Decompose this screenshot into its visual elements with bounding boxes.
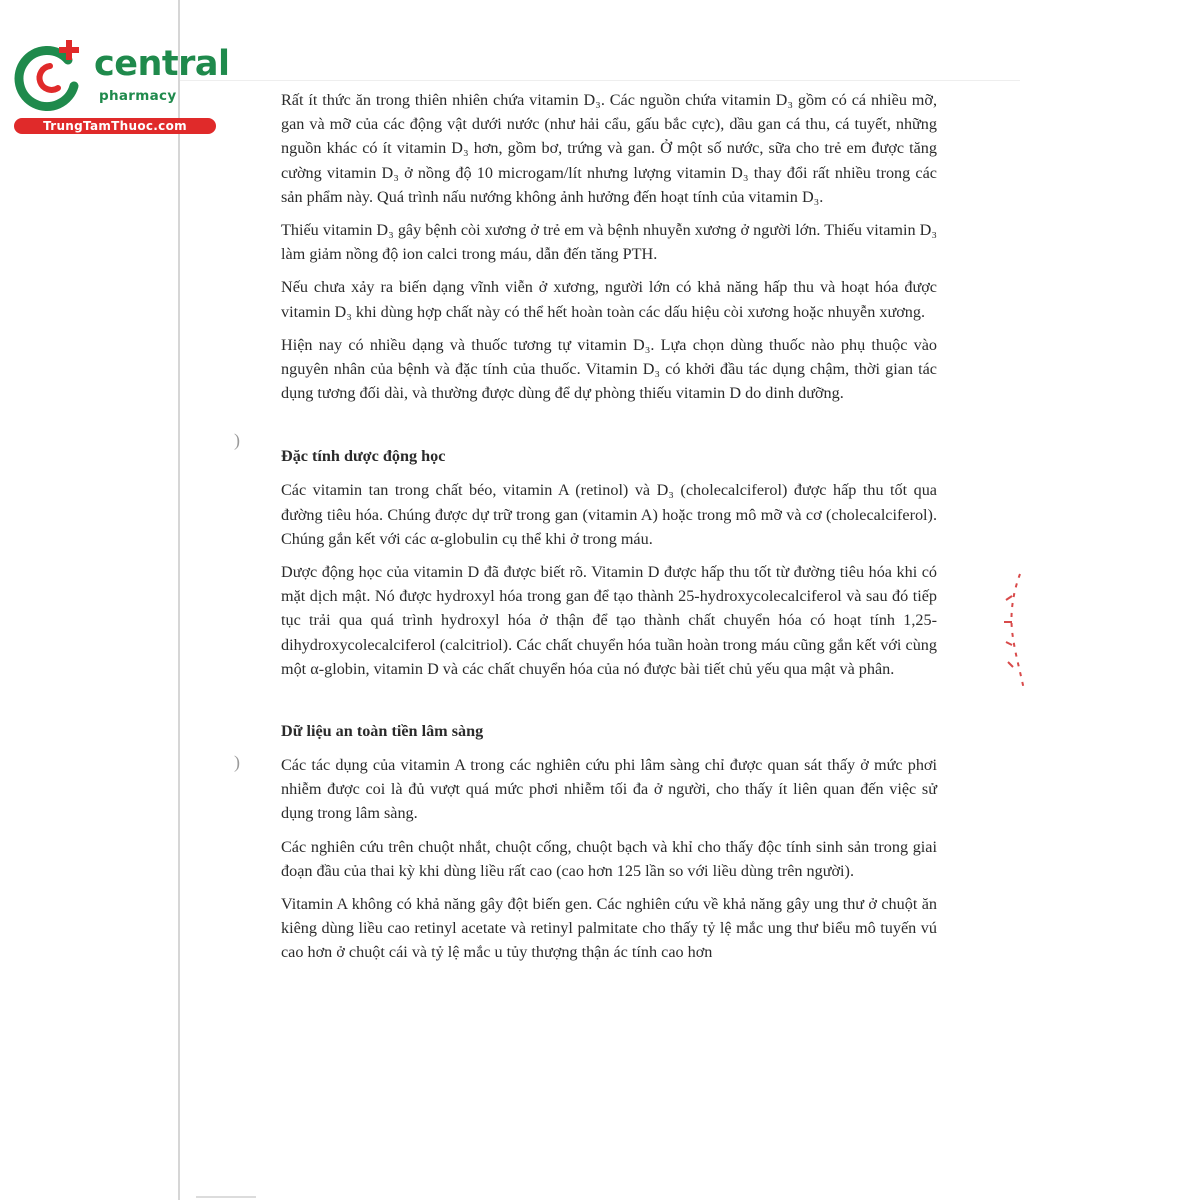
- red-stamp-fragment-icon: [994, 570, 1034, 695]
- punch-hole-mark: ): [234, 752, 240, 772]
- paragraph: Rất ít thức ăn trong thiên nhiên chứa vitamin D₃. Các nguồn chứa vitamin D₃ gồm có cá nhiều mỡ, gan và mỡ của các động vật dưới nước (như hải cẩu, gấu bắc cực), dầu gan cá thu, cá tuyết, những nguồn khác có ít vitamin D₃ hơn, gồm bơ, trứng và gan. Ở một số nước, sữa cho trẻ em được tăng cường vitamin D₃ ở nồng độ 10 microgam/lít nhưng lượng vitamin D₃ thay đổi rất nhiều trong các sản phẩm này. Quá trình nấu nướng không ảnh hưởng đến hoạt tính của vitamin D₃.: [281, 91, 937, 206]
- paragraph: Dược động học của vitamin D đã được biết rõ. Vitamin D được hấp thu tốt từ đường tiêu hóa khi có mặt dịch mật. Nó được hydroxyl hóa trong gan để tạo thành 25-hydroxycolecalciferol và sau đó tiếp tục trải qua quá trình hydroxyl hóa ở thận để tạo thành chất chuyển hóa có hoạt tính 1,25-dihydroxycolecalciferol (calcitriol). Các chất chuyển hóa tuần hoàn trong máu cũng gắn kết với cùng một α-globin, vitamin D và các chất chuyển hóa của nó được bài tiết chủ yếu qua mật và phân.: [281, 563, 937, 678]
- punch-hole-mark: ): [234, 430, 240, 450]
- central-pharmacy-logo-icon: [8, 34, 90, 116]
- logo-url-badge: TrungTamThuoc.com: [14, 118, 216, 134]
- section-heading-preclinical-safety: Dữ liệu an toàn tiền lâm sàng: [281, 722, 484, 741]
- page-top-edge: [180, 80, 1020, 81]
- paragraph: Các tác dụng của vitamin A trong các nghiên cứu phi lâm sàng chỉ được quan sát thấy ở mức phơi nhiễm được coi là đủ vượt quá mức phơi nhiễm tối đa ở người, cho thấy ít liên quan đến việc sử dụng trong lâm sàng.: [281, 756, 937, 823]
- logo: [8, 34, 230, 140]
- page-edge-line: [178, 0, 180, 1200]
- paragraph: Các vitamin tan trong chất béo, vitamin A (retinol) và D₃ (cholecalciferol) được hấp thu tốt qua đường tiêu hóa. Chúng được dự trữ trong gan (vitamin A) hoặc trong mô mỡ và cơ (cholecalciferol). Chúng gắn kết với các α-globulin cụ thể khi ở trong máu.: [281, 481, 937, 548]
- document-body: [281, 88, 937, 974]
- logo-tagline: pharmacy: [99, 88, 177, 104]
- paragraph: Vitamin A không có khả năng gây đột biến gen. Các nghiên cứu về khả năng gây ung thư ở chuột ăn kiêng dùng liều cao retinyl acetate và retinyl palmitate cho thấy tỷ lệ mắc ung thư biểu mô tuyến vú cao hơn ở chuột cái và tỷ lệ mắc u tủy thượng thận ác tính cao hơn: [281, 895, 937, 962]
- paragraph: Hiện nay có nhiều dạng và thuốc tương tự vitamin D₃. Lựa chọn dùng thuốc nào phụ thuộc vào nguyên nhân của bệnh và đặc tính của thuốc. Vitamin D₃ có khởi đầu tác dụng chậm, thời gian tác dụng tương đối dài, và thường được dùng để dự phòng thiếu vitamin D do dinh dưỡng.: [281, 335, 937, 403]
- paragraph: Nếu chưa xảy ra biến dạng vĩnh viễn ở xương, người lớn có khả năng hấp thu và hoạt hóa được vitamin D₃ khi dùng hợp chất này có thể hết hoàn toàn các dấu hiệu còi xương hoặc nhuyễn xương.: [281, 278, 937, 321]
- page-bottom-mark: [196, 1196, 256, 1198]
- section-heading-pharmacokinetics: Đặc tính dược động học: [281, 447, 446, 466]
- paragraph: Các nghiên cứu trên chuột nhắt, chuột cống, chuột bạch và khỉ cho thấy độc tính sinh sản trong giai đoạn đầu của thai kỳ khi dùng liều rất cao (cao hơn 125 lần so với liều dùng trên người).: [281, 837, 937, 880]
- paragraph: Thiếu vitamin D₃ gây bệnh còi xương ở trẻ em và bệnh nhuyễn xương ở người lớn. Thiếu vitamin D₃ làm giảm nồng độ ion calci trong máu, dẫn đến tăng PTH.: [281, 221, 937, 264]
- logo-wordmark: central: [94, 44, 230, 84]
